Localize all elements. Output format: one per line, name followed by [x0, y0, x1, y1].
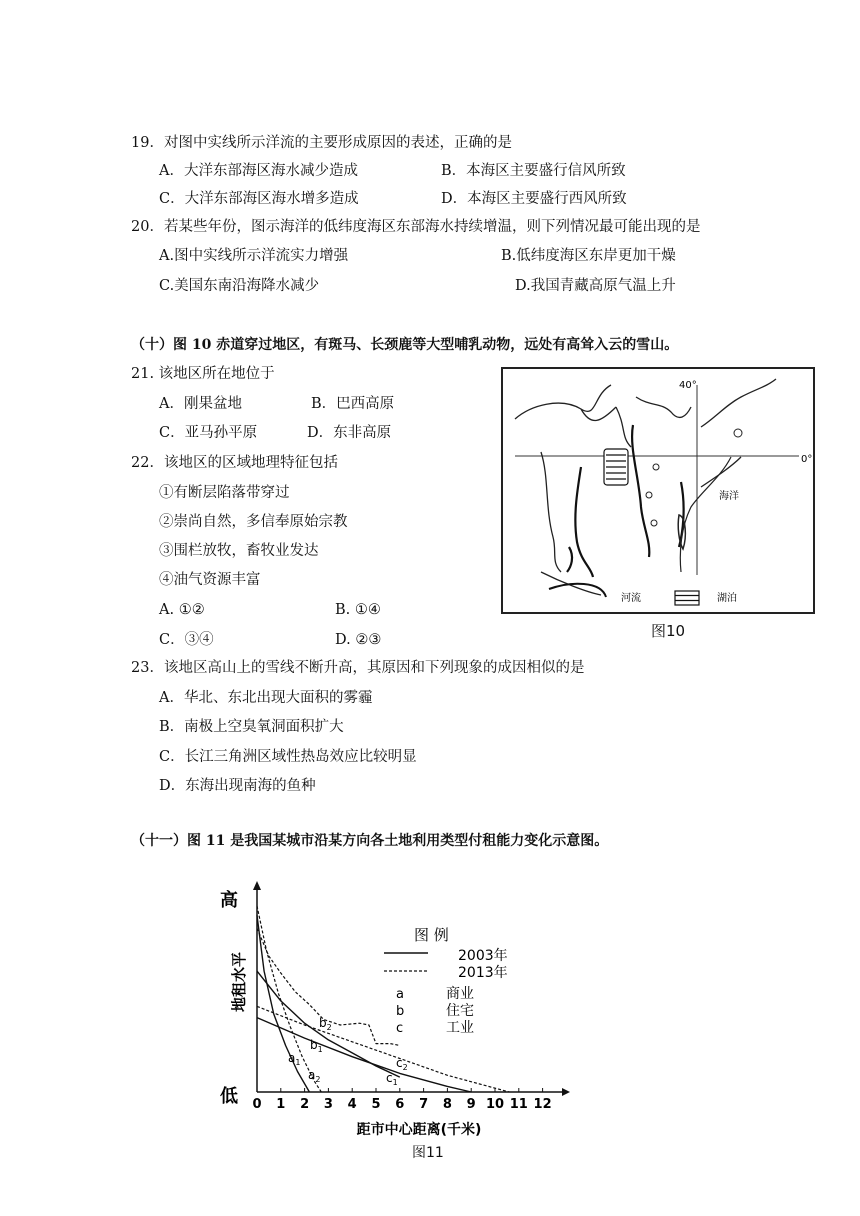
q21-option-b: B．巴西高原: [311, 396, 395, 412]
q23-option-c: C．长江三角洲区域性热岛效应比较明显: [159, 749, 417, 765]
q22-stem: 22．该地区的区域地理特征包括: [131, 455, 338, 471]
q21-option-c: C．亚马孙平原: [159, 425, 258, 441]
q22-option-c: C．③④: [159, 632, 214, 648]
lake-victoria: [604, 449, 628, 485]
q20-option-d: D.我国青藏高原气温上升: [515, 278, 676, 294]
equator-label: 0°: [801, 454, 813, 465]
x-axis-title: 距市中心距离(千米): [356, 1122, 482, 1138]
x-tick-label: 11: [509, 1097, 528, 1112]
q22-item-3: ③围栏放牧，畜牧业发达: [159, 543, 319, 559]
q23-option-d: D．东海出现南海的鱼种: [159, 778, 316, 794]
q19-stem: 19．对图中实线所示洋流的主要形成原因的表述，正确的是: [131, 135, 512, 151]
section-11-title: （十一）图 11 是我国某城市沿某方向各土地利用类型付租能力变化示意图。: [131, 833, 609, 849]
y-axis-high-label: 高: [220, 890, 238, 911]
q22-item-2: ②崇尚自然，多信奉原始宗教: [159, 514, 348, 530]
q19-option-d: D．本海区主要盛行西风所致: [441, 191, 627, 207]
label-c1: $c_1$: [386, 1071, 398, 1087]
q19-option-b: B．本海区主要盛行信风所致: [441, 163, 626, 179]
legend-a-key: a: [396, 987, 404, 1002]
label-a1: $a_1$: [288, 1051, 301, 1067]
legend-lake-symbol: [675, 591, 699, 605]
x-tick-label: 10: [485, 1097, 505, 1112]
x-tick-label: 4: [347, 1097, 357, 1112]
q22-item-1: ①有断层陷落带穿过: [159, 485, 290, 501]
x-tick-label: 3: [323, 1097, 333, 1112]
label-b2: $b_2$: [319, 1016, 332, 1032]
x-tick-label: 0: [252, 1097, 262, 1112]
x-tick-label: 12: [533, 1097, 552, 1112]
y-axis-arrow: [253, 881, 261, 890]
x-tick-label: 6: [395, 1097, 405, 1112]
q22-option-b: B. ①④: [335, 602, 381, 618]
figure-11-chart: [214, 876, 574, 1142]
ocean-label: 海洋: [719, 491, 739, 502]
q19-option-c: C．大洋东部海区海水增多造成: [159, 191, 359, 207]
chart-legend: [384, 926, 508, 1036]
legend-title: 图 例: [414, 926, 449, 944]
section-10-title: （十）图 10 赤道穿过地区，有斑马、长颈鹿等大型哺乳动物，远处有高耸入云的雪山。: [131, 337, 679, 353]
q22-option-d: D. ②③: [335, 632, 382, 648]
label-a2: $a_2$: [308, 1068, 321, 1084]
legend-2003: 2003年: [458, 948, 508, 964]
x-tick-label: 7: [419, 1097, 429, 1112]
x-tick-label: 5: [371, 1097, 381, 1112]
longitude-label: 40°: [679, 380, 697, 391]
q23-stem: 23．该地区高山上的雪线不断升高，其原因和下列现象的成因相似的是: [131, 660, 585, 676]
q23-option-a: A．华北、东北出现大面积的雾霾: [159, 690, 373, 706]
q22-item-4: ④油气资源丰富: [159, 572, 261, 588]
label-b1: $b_1$: [310, 1038, 323, 1054]
q23-option-b: B．南极上空臭氧洞面积扩大: [159, 719, 344, 735]
legend-c-key: c: [396, 1021, 404, 1036]
q21-stem: 21. 该地区所在地位于: [131, 366, 275, 382]
legend-lake-label: 湖泊: [717, 593, 737, 604]
q19-option-a: A．大洋东部海区海水减少造成: [159, 163, 358, 179]
label-c2: $c_2$: [396, 1056, 408, 1072]
legend-a-name: 商业: [446, 986, 474, 1002]
q21-option-a: A．刚果盆地: [159, 396, 242, 412]
x-axis-arrow: [562, 1088, 570, 1096]
legend-river-label: 河流: [621, 593, 641, 604]
figure-10-caption: 图10: [651, 622, 686, 640]
y-axis-title: 地租水平: [230, 951, 248, 1013]
q22-option-a: A. ①②: [159, 602, 205, 618]
figure-11-caption: 图11: [412, 1145, 444, 1161]
x-tick-label: 9: [466, 1097, 476, 1112]
q20-option-a: A.图中实线所示洋流实力增强: [159, 248, 349, 264]
q21-option-d: D．东非高原: [307, 425, 392, 441]
q20-option-c: C.美国东南沿海降水减少: [159, 278, 320, 294]
q20-option-b: B.低纬度海区东岸更加干燥: [501, 248, 676, 264]
x-tick-label: 8: [442, 1097, 452, 1112]
y-axis-low-label: 低: [220, 1086, 238, 1107]
x-tick-label: 2: [300, 1097, 310, 1112]
figure-10-map: [501, 367, 815, 614]
legend-2013: 2013年: [458, 965, 508, 981]
legend-b-name: 住宅: [446, 1003, 474, 1019]
x-tick-label: 1: [276, 1097, 286, 1112]
q20-stem: 20．若某些年份，图示海洋的低纬度海区东部海水持续增温，则下列情况最可能出现的是: [131, 219, 701, 235]
legend-b-key: b: [396, 1004, 405, 1019]
legend-c-name: 工业: [446, 1020, 474, 1036]
